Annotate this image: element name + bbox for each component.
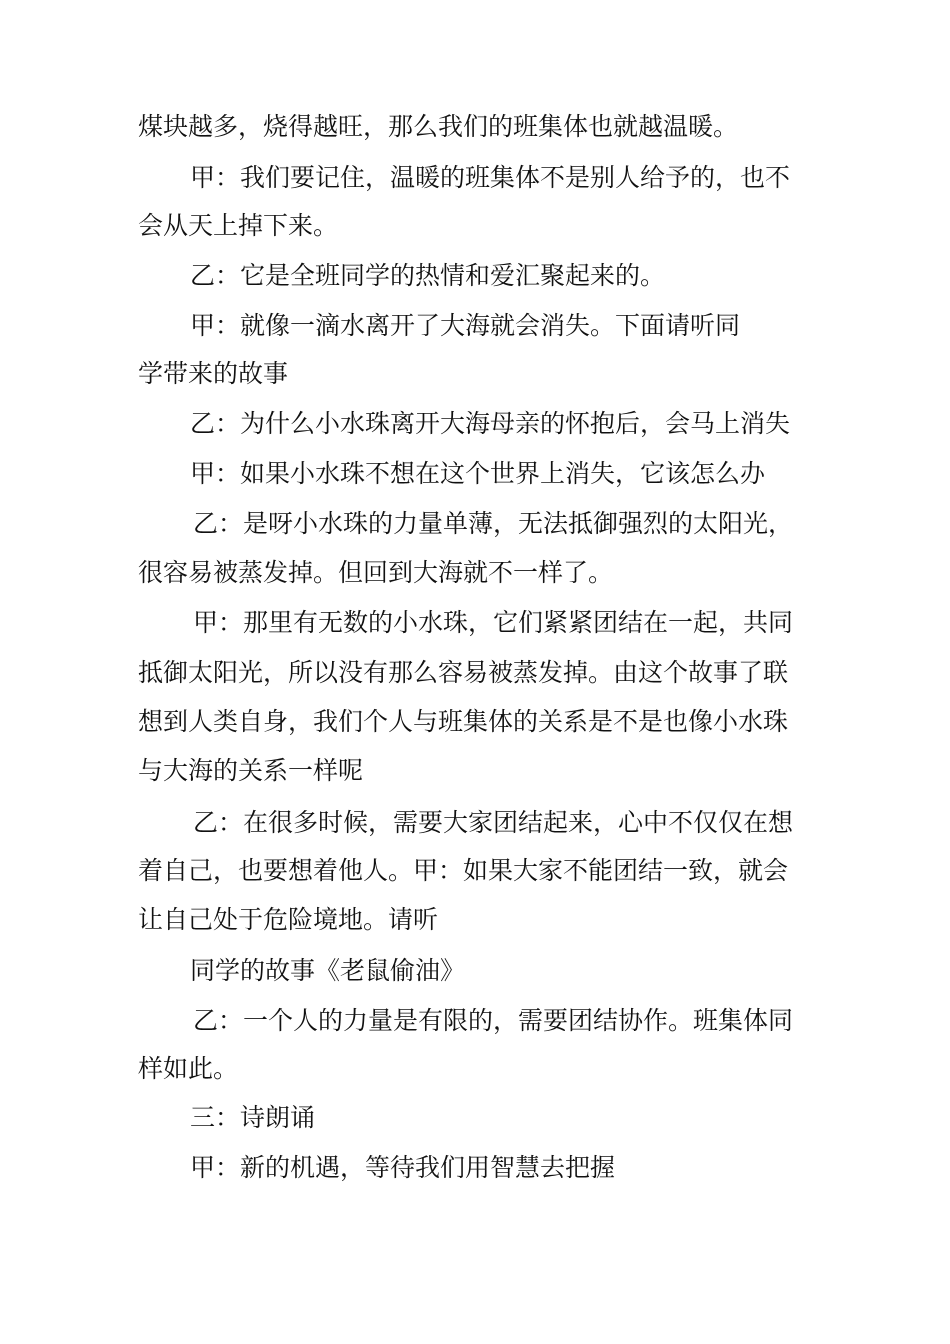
text-line: 甲：我们要记住，温暖的班集体不是别人给予的，也不 — [190, 163, 791, 192]
text-line: 与大海的关系一样呢 — [138, 756, 364, 785]
text-line: 同学的故事《老鼠偷油》 — [190, 956, 466, 985]
text-line: 着自己，也要想着他人。甲：如果大家不能团结一致，就会 — [138, 856, 789, 885]
text-line: 很容易被蒸发掉。但回到大海就不一样了。 — [138, 558, 614, 587]
text-line: 甲：就像一滴水离开了大海就会消失。下面请听同 — [190, 311, 741, 340]
text-line: 甲：那里有无数的小水珠，它们紧紧团结在一起，共同 — [193, 608, 794, 637]
text-line: 乙：为什么小水珠离开大海母亲的怀抱后，会马上消失 — [190, 409, 791, 438]
text-line: 甲：如果小水珠不想在这个世界上消失，它该怎么办 — [190, 459, 766, 488]
text-line: 想到人类自身，我们个人与班集体的关系是不是也像小水珠 — [138, 707, 789, 736]
text-line: 乙：在很多时候，需要大家团结起来，心中不仅仅在想 — [193, 808, 794, 837]
text-line: 三：诗朗诵 — [190, 1103, 316, 1132]
text-line: 煤块越多，烧得越旺，那么我们的班集体也就越温暖。 — [138, 112, 739, 141]
text-line: 乙：一个人的力量是有限的，需要团结协作。班集体同 — [193, 1006, 794, 1035]
text-line: 乙：它是全班同学的热情和爱汇聚起来的。 — [190, 261, 666, 290]
text-line: 甲：新的机遇，等待我们用智慧去把握 — [190, 1153, 616, 1182]
text-line: 会从天上掉下来。 — [138, 211, 339, 240]
text-line: 学带来的故事 — [138, 359, 289, 388]
text-line: 让自己处于危险境地。请听 — [138, 905, 439, 934]
text-line: 乙：是呀小水珠的力量单薄，无法抵御强烈的太阳光， — [193, 509, 794, 538]
text-line: 抵御太阳光，所以没有那么容易被蒸发掉。由这个故事了联 — [138, 658, 789, 687]
text-line: 样如此。 — [138, 1054, 239, 1083]
